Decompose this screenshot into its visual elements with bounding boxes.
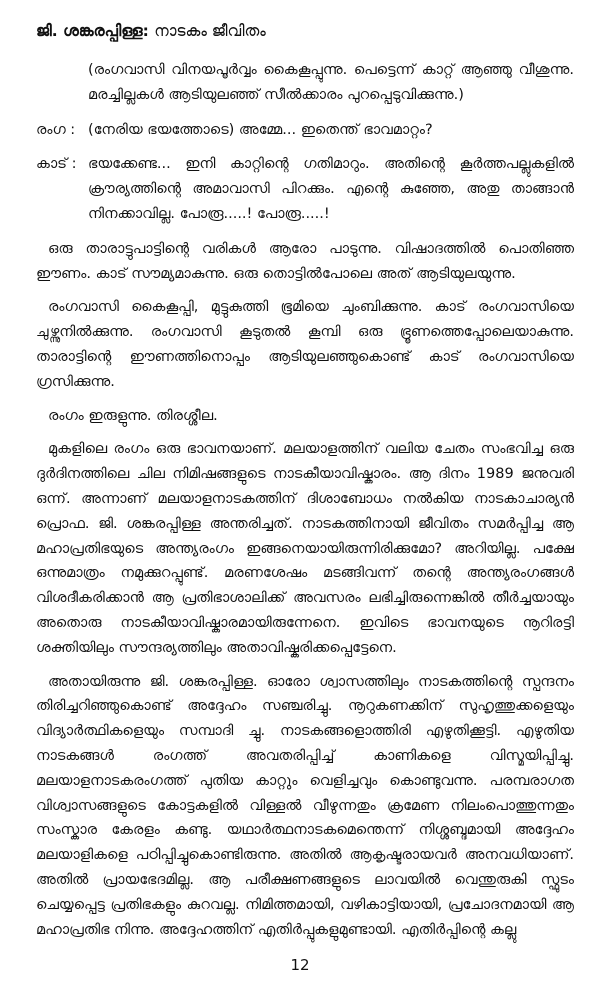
speaker-name: കാട് : (36, 156, 77, 173)
paragraph: മുകളിലെ രംഗം ഒരു ഭാവനയാണ്. മലയാളത്തിന് വലിയ ചേതം സംഭവിച്ച ഒരു ദുർദിനത്തിലെ ചില നിമിഷങ്ങളുടെ നാടകീയാവിഷ്കാരം. ആ ദിനം 1989 ജനുവരി ഒന്ന്. അന്നാണ് മലയാളനാടകത്തിന് ദിശാബോധം നൽകിയ നാടകാചാര്യൻ പ്രൊഫ. ജി. ശങ്കരപ്പിള്ള അന്തരിച്ചത്. നാടകത്തിനായി ജീവിതം സമർപ്പിച്ച ആ മഹാപ്രതിഭയുടെ അന്ത്യരംഗം ഇങ്ങനെയായിരുന്നിരിക്കുമോ? അറിയില്ല. പക്ഷേ ഒന്നുമാത്രം നമുക്കുറപ്പുണ്ട്. മരണശേഷം മടങ്ങിവന്ന് തന്റെ അന്ത്യരംഗങ്ങൾ വിശദീകരിക്കാൻ ആ പ്രതിഭാശാലിക്ക് അവസരം ലഭിച്ചിരുന്നെങ്കിൽ തീർച്ചയായും അതൊരു നാടകീയാവിഷ്കാരമായിരുന്നേനെ. ഇവിടെ ഭാവനയുടെ നൂറിരട്ടി ശക്തിയിലും സൗന്ദര്യത്തിലും അതാവിഷ്കരിക്കപ്പെട്ടേനെ. (36, 441, 574, 656)
header-title: നാടകം ജീവിതം (154, 22, 266, 40)
running-header (36, 20, 574, 42)
paragraph: അതായിരുന്നു ജി. ശങ്കരപ്പിള്ള. ഓരോ ശ്വാസത്തിലും നാടകത്തിന്റെ സ്പന്ദനം തിരിച്ചറിഞ്ഞുകൊണ്ട് അദ്ദേഹം സഞ്ചരിച്ചു. നൂറുകണക്കിന് സുഹൃത്തുക്കളെയും വിദ്യാർത്ഥികളെയും സമ്പാദി ച്ചു. നാടകങ്ങളൊത്തിരി എഴുതിക്കൂട്ടി. എഴുതിയ നാടകങ്ങൾ രംഗത്ത് അവതരിപ്പിച്ച് കാണികളെ വിസ്മയിപ്പിച്ചു. മലയാളനാടകരംഗത്ത് പുതിയ കാറ്റും വെളിച്ചവും കൊണ്ടുവന്നു. പരമ്പരാഗത വിശ്വാസങ്ങളുടെ കോട്ടകളിൽ വിള്ളൽ വീഴുന്നതും ക്രമേണ നിലംപൊത്തുന്നതും സംസ്കാര കേരളം കണ്ടു. യഥാർത്ഥനാടകമെന്തെന്ന് നിശ്ശബ്ദമായി അദ്ദേഹം മലയാളികളെ പഠിപ്പിച്ചുകൊണ്ടിരുന്നു. അതിൽ ആകൃഷ്ടരായവർ അനവധിയാണ്. അതിൽ പ്രായഭേദമില്ല. ആ പരീക്ഷണങ്ങളുടെ ലാവയിൽ വെന്തുരുകി സ്ഫുടം ചെയ്യപ്പെട്ട പ്രതിഭകളും കുറവല്ല. നിമിത്തമായി, വഴികാട്ടിയായി, പ്രചോദനമായി ആ മഹാപ്രതിഭ നിന്നു. അദ്ദേഹത്തിന് എതിർപ്പുകളുമുണ്ടായി. എതിർപ്പിന്റെ കല്ലു (36, 673, 574, 938)
page-number: 12 (290, 956, 310, 974)
speaker-name: രംഗ : (36, 121, 76, 138)
stage-direction: (രംഗവാസി വിനയപൂർവ്വം കൈകൂപ്പുന്നു. പെട്ടെന്ന് കാറ്റ് ആഞ്ഞു വീശുന്നു. മരച്ചില്ലകൾ ആടിയുലഞ്ഞ് സീൽക്കാരം പുറപ്പെടുവിക്കുന്നു.) (88, 62, 574, 103)
dialogue-text: (നേരിയ ഭയത്തോടെ) അമ്മേ... ഇതെന്ത് ഭാവമാറ്റം? (88, 121, 433, 138)
dialogue-text: ഭയക്കേണ്ട... ഇനി കാറ്റിന്റെ ഗതിമാറും. അതിന്റെ കൂർത്തപല്ലുകളിൽ ക്രൗര്യത്തിന്റെ അമാവാസി പിറക്കും. എന്റെ കുഞ്ഞേ, അതു താങ്ങാൻ നിനക്കാവില്ല. പോരൂ.....! പോരൂ.....! (88, 156, 574, 222)
dialogue-line (36, 118, 574, 143)
paragraph: രംഗവാസി കൈകൂപ്പി, മുട്ടുകുത്തി ഭൂമിയെ ചുംബിക്കുന്നു. കാട് രംഗവാസിയെ ചുഴ്ന്നുനിൽക്കുന്നു. രംഗവാസി കൂടുതൽ കൂമ്പി ഒരു ഭ്രൂണത്തെപ്പോലെയാകുന്നു. താരാട്ടിന്റെ ഈണത്തിനൊപ്പം ആടിയുലഞ്ഞുകൊണ്ട് കാട് രംഗവാസിയെ ഗ്രസിക്കുന്നു. (36, 299, 574, 390)
header-author: ജി. ശങ്കരപ്പിള്ള: (36, 22, 149, 40)
dialogue-line (36, 152, 574, 226)
paragraph: രംഗം ഇരുളുന്നു. തിരശ്ശീല. (48, 407, 218, 424)
paragraph: ഒരു താരാട്ടുപാട്ടിന്റെ വരികൾ ആരോ പാടുന്നു. വിഷാദത്തിൽ പൊതിഞ്ഞ ഈണം. കാട് സൗമ്യമാകുന്നു. ഒരു തൊട്ടിൽപോലെ അത് ആടിയുലയുന്നു. (36, 240, 574, 282)
